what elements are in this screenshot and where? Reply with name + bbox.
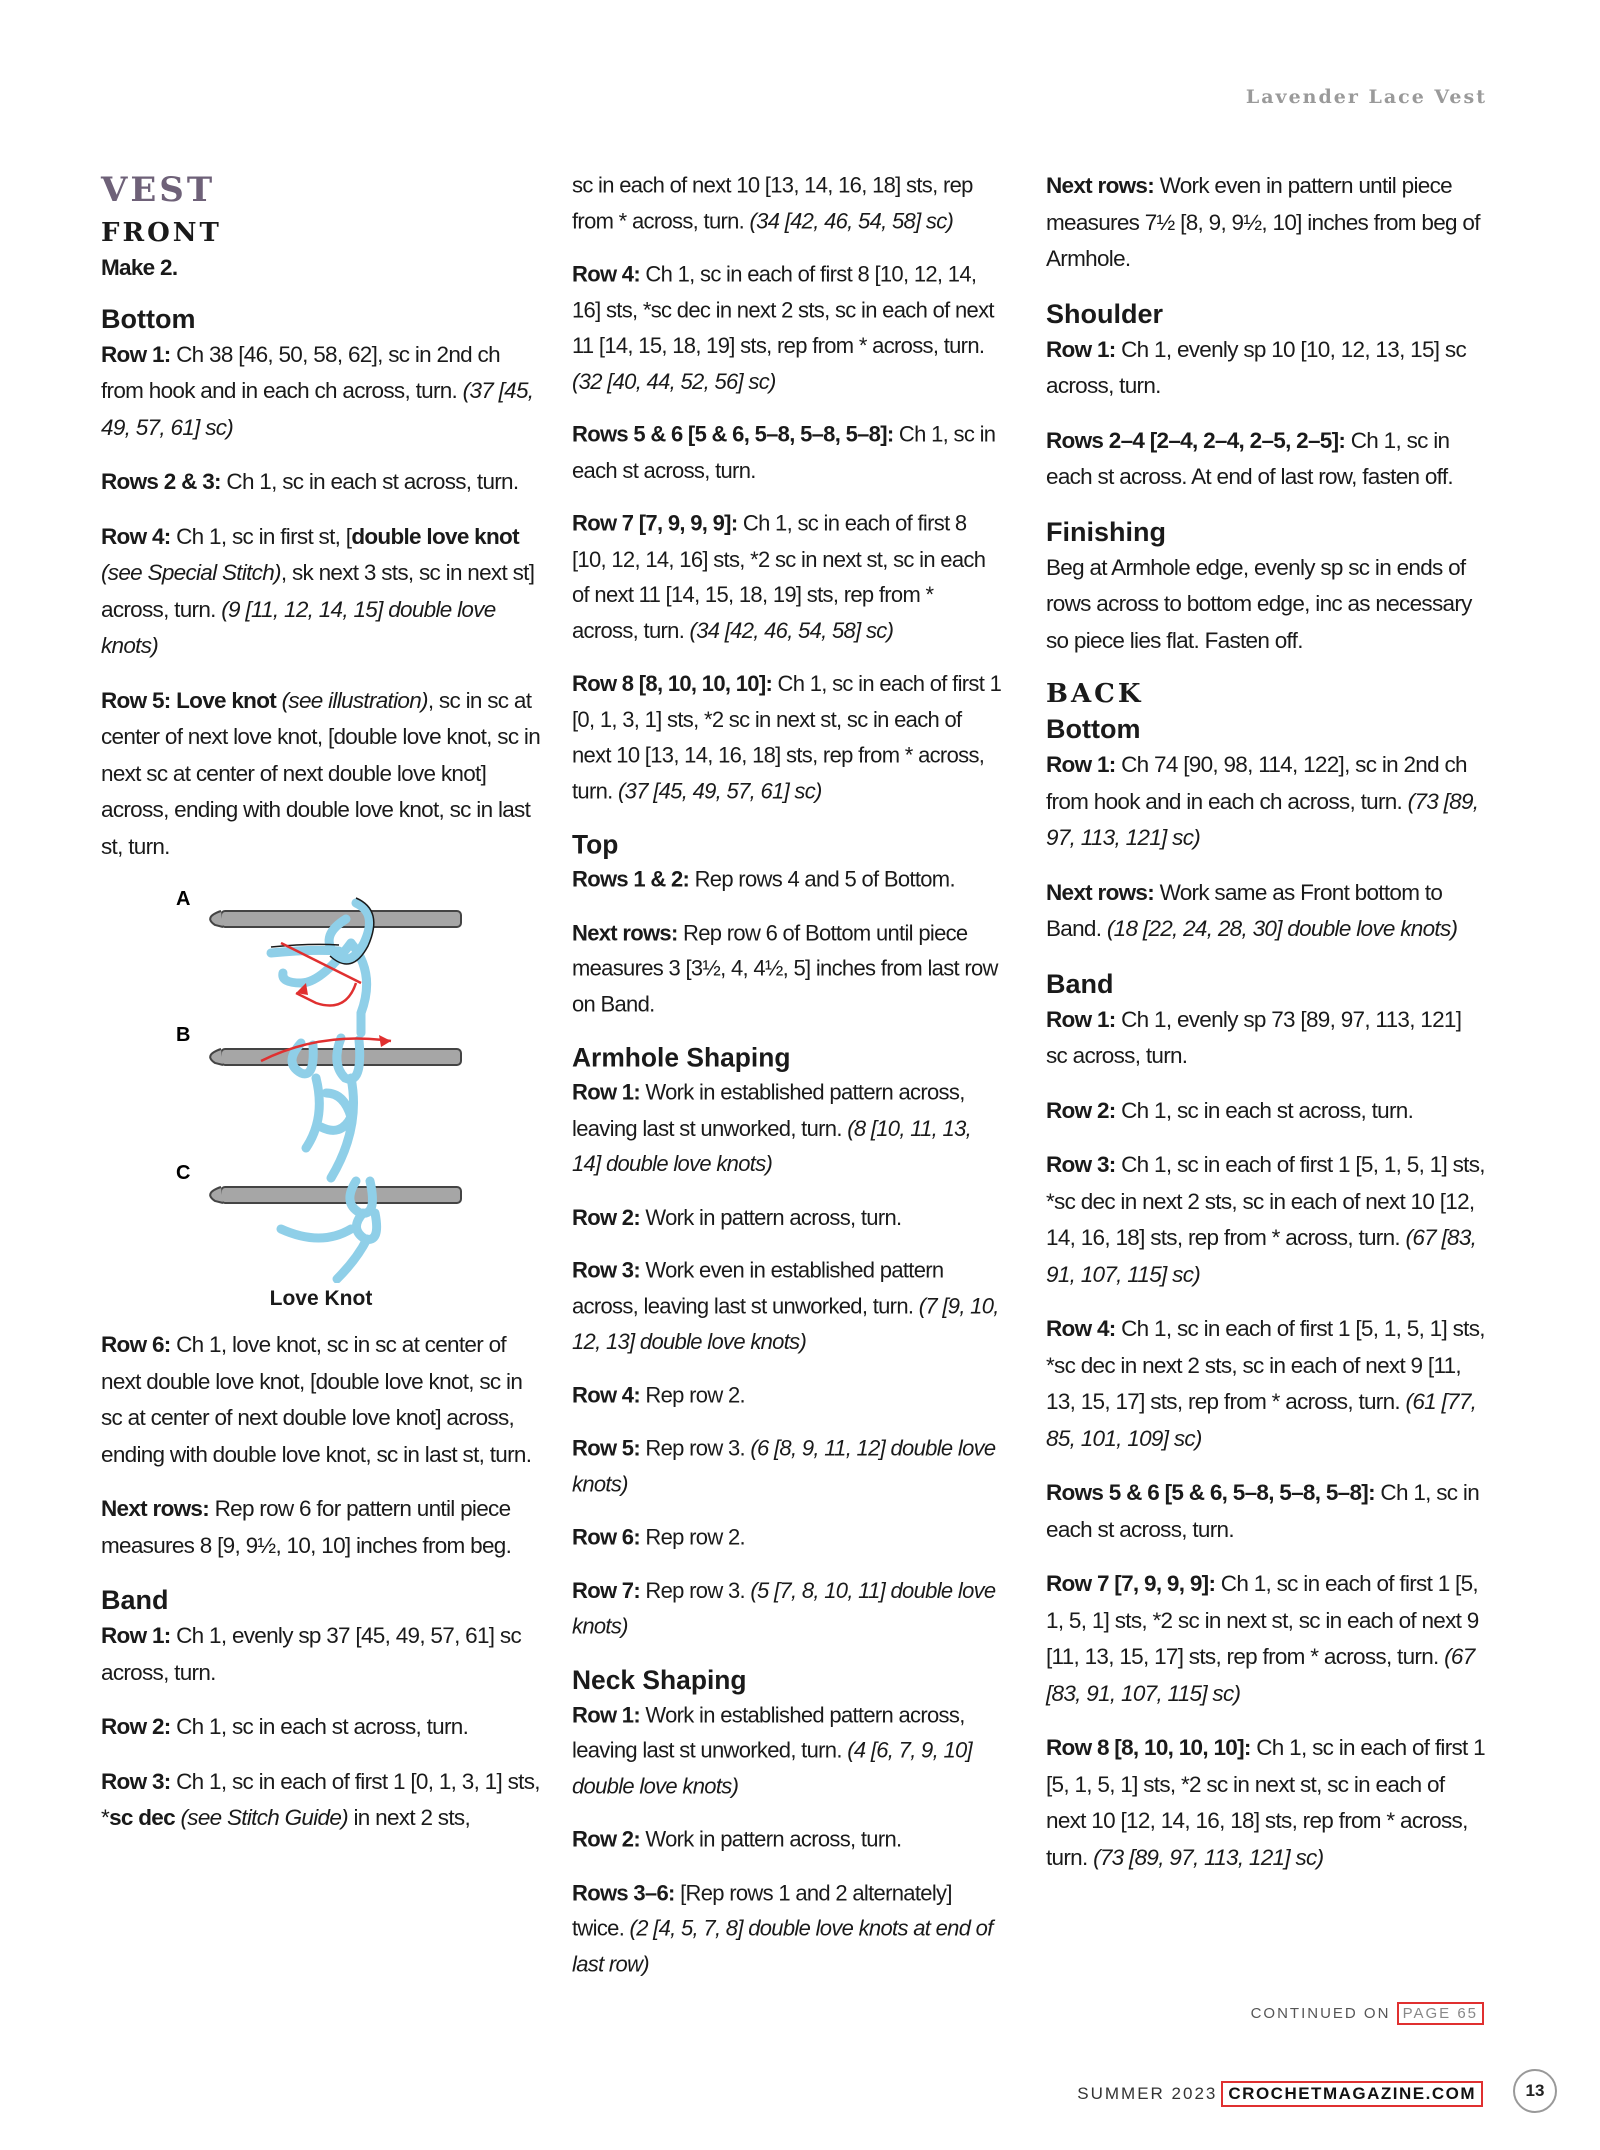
paragraph-row-7 bbox=[572, 506, 1002, 649]
subheading-band: Band bbox=[101, 1585, 169, 1615]
row-count: (6 [8, 9, 11, 12] double love knots) bbox=[572, 1435, 996, 1497]
row-text: Rep row 6 of Bottom until piece measures 3 [3½, 4, 4½, 5] inches from last row on Band. bbox=[572, 920, 998, 1017]
column-1 bbox=[101, 168, 541, 1855]
issue-label: SUMMER 2023 bbox=[1077, 2084, 1218, 2103]
row-text: Rep rows 4 and 5 of Bottom. bbox=[689, 866, 955, 892]
row-text: Ch 1, sc in each of first 8 [10, 12, 14, 16] sts, *2 sc in next st, sc in each of next 11 [14, 15, 18, 19] sts, rep from * across, turn. bbox=[572, 511, 986, 643]
row-text: Work in pattern across, turn. bbox=[640, 1826, 902, 1852]
row-text: in next 2 sts, bbox=[347, 1805, 471, 1830]
stitch-name: double love knot bbox=[351, 523, 519, 549]
row-label: Row 1: bbox=[101, 341, 171, 367]
subheading-armhole-shaping: Armhole Shaping bbox=[572, 1042, 791, 1073]
row-text: Work even in pattern until piece measures 7½ [8, 9, 9½, 10] inches from beg of Armhole. bbox=[1046, 173, 1480, 271]
row-label: Next rows: bbox=[572, 920, 678, 945]
row-label: Row 1: bbox=[1046, 336, 1116, 362]
row-count: (4 [6, 7, 9, 10] double love knots) bbox=[572, 1738, 972, 1799]
row-count: (9 [11, 12, 14, 15] double love knots) bbox=[101, 596, 496, 658]
row-count: (34 [42, 46, 54, 58] sc) bbox=[689, 618, 894, 643]
row-label: Row 3: bbox=[572, 1258, 641, 1283]
row-label: Rows 5 & 6 [5 & 6, 5–8, 5–8, 5–8]: bbox=[572, 422, 894, 447]
paragraph-back-band-rows-5-6 bbox=[1046, 1475, 1486, 1548]
row-text: Ch 1, sc in each of first 1 [0, 1, 3, 1] sts, *2 sc in next st, sc in each of next 10 [13, 14, 16, 18] sts, rep from * across, turn. bbox=[572, 671, 1002, 803]
row-text: Ch 1, sc in each of first 1 [0, 1, 3, 1] sts, * bbox=[101, 1768, 540, 1830]
row-text: Ch 1, evenly sp 73 [89, 97, 113, 121] sc across, turn. bbox=[1046, 1006, 1462, 1068]
subheading-shoulder: Shoulder bbox=[1046, 298, 1164, 329]
row-text: Ch 1, sc in each of first 1 [5, 1, 5, 1] sts, *2 sc in next st, sc in each of next 9 [11, 13, 15, 17] sts, rep from * across, turn. bbox=[1046, 1571, 1479, 1669]
row-text: Ch 1, sc in each st across. At end of last row, fasten off. bbox=[1046, 427, 1453, 489]
row-count: (7 [9, 10, 12, 13] double love knots) bbox=[572, 1293, 999, 1354]
stitch-reference: (see Special Stitch) bbox=[101, 560, 281, 585]
make-note: Make 2. bbox=[101, 255, 178, 280]
stitch-reference: (see Stitch Guide) bbox=[174, 1805, 348, 1830]
row-text: Ch 1, sc in each st across, turn. bbox=[1115, 1097, 1414, 1123]
website-link[interactable]: CROCHETMAGAZINE.COM bbox=[1221, 2081, 1483, 2107]
row-count: (67 [83, 91, 107, 115] sc) bbox=[1046, 1225, 1477, 1287]
illustration-reference: (see illustration) bbox=[276, 687, 428, 713]
row-label: Row 3: bbox=[101, 1768, 171, 1794]
row-text: Work in established pattern across, leaving last st unworked, turn. bbox=[572, 1702, 965, 1763]
paragraph-finishing bbox=[1046, 550, 1486, 660]
row-label: Row 4: bbox=[101, 523, 171, 549]
row-label: Row 2: bbox=[1046, 1097, 1116, 1123]
row-label: Rows 3–6: bbox=[572, 1880, 675, 1905]
row-text: [Rep rows 1 and 2 alternately] twice. bbox=[572, 1880, 952, 1941]
paragraph-band-row-1 bbox=[101, 1618, 541, 1691]
paragraph-back-band-row-4 bbox=[1046, 1311, 1486, 1457]
paragraph-back-band-row-7 bbox=[1046, 1566, 1486, 1712]
paragraph-row-1 bbox=[101, 337, 541, 447]
row-label: Next rows: bbox=[1046, 879, 1155, 905]
running-head: Lavender Lace Vest bbox=[1245, 86, 1487, 108]
row-text: Ch 1, sc in each st across, turn. bbox=[220, 469, 519, 494]
love-knot-diagram bbox=[101, 883, 541, 1283]
row-text: Ch 1, sc in each st across, turn. bbox=[170, 1714, 469, 1739]
paragraph-back-band-row-1 bbox=[1046, 1002, 1486, 1075]
paragraph-row-3-cont bbox=[572, 168, 1002, 239]
paragraph-next-rows bbox=[1046, 168, 1486, 278]
paragraph-back-band-row-2 bbox=[1046, 1093, 1486, 1130]
row-label: Next rows: bbox=[101, 1496, 210, 1521]
row-count: (61 [77, 85, 101, 109] sc) bbox=[1046, 1389, 1477, 1451]
row-text: Rep row 2. bbox=[640, 1524, 745, 1550]
row-text: Work in established pattern across, leaving last st unworked, turn. bbox=[572, 1080, 965, 1141]
row-text: Ch 1, evenly sp 10 [10, 12, 13, 15] sc across, turn. bbox=[1046, 336, 1466, 398]
row-text: sc in each of next 10 [13, 14, 16, 18] sts, rep from * across, turn. bbox=[572, 172, 973, 234]
paragraph-rows-5-6 bbox=[572, 417, 1002, 488]
row-text: Ch 1, evenly sp 37 [45, 49, 57, 61] sc across, turn. bbox=[101, 1623, 521, 1685]
row-label: Row 2: bbox=[101, 1714, 171, 1739]
row-count: (2 [4, 5, 7, 8] double love knots at end of last row) bbox=[572, 1915, 993, 1977]
paragraph-armhole-row-3 bbox=[572, 1253, 1002, 1360]
paragraph-neck-row-2 bbox=[572, 1822, 1002, 1858]
row-label: Rows 2 & 3: bbox=[101, 469, 221, 494]
row-text: Ch 1, love knot, sc in sc at center of next double love knot, [double love knot, sc in sc at center of next double love knot] across, ending with double love knot, sc in last st, turn. bbox=[101, 1332, 532, 1467]
row-label: Row 4: bbox=[1046, 1316, 1116, 1341]
paragraph-row-4 bbox=[101, 519, 541, 665]
paragraph-row-8 bbox=[572, 667, 1002, 810]
paragraph-armhole-row-5 bbox=[572, 1431, 1002, 1502]
paragraph-top-next-rows bbox=[572, 915, 1002, 1022]
row-text: Ch 1, sc in each st across, turn. bbox=[1046, 1480, 1480, 1542]
page-footer bbox=[1077, 2081, 1483, 2107]
row-label: Row 6: bbox=[572, 1524, 641, 1550]
row-text: Ch 1, sc in each of first 1 [5, 1, 5, 1] sts, *sc dec in next 2 sts, sc in each of next 9 [11, 13, 15, 17] sts, rep from * across, turn. bbox=[1046, 1316, 1485, 1414]
paragraph-shoulder-rows-2-4 bbox=[1046, 423, 1486, 496]
row-count: (5 [7, 8, 10, 11] double love knots) bbox=[572, 1578, 996, 1639]
paragraph-band-row-2 bbox=[101, 1709, 541, 1746]
row-text: Ch 1, sc in each of first 1 [5, 1, 5, 1] sts, *2 sc in next st, sc in each of next 10 [12, 14, 16, 18] sts, rep from * across, turn. bbox=[1046, 1735, 1485, 1870]
continued-note bbox=[1251, 2005, 1484, 2022]
paragraph-back-band-row-3 bbox=[1046, 1147, 1486, 1293]
subheading-finishing: Finishing bbox=[1046, 516, 1166, 547]
paragraph-neck-rows-3-6 bbox=[572, 1875, 1002, 1982]
paragraph-band-row-3 bbox=[101, 1764, 541, 1837]
row-label: Row 2: bbox=[572, 1826, 641, 1852]
row-label: Row 1: bbox=[101, 1623, 171, 1648]
row-count: (34 [42, 46, 54, 58] sc) bbox=[749, 208, 954, 234]
row-text: , sk next 3 sts, sc in next st] across, turn. bbox=[101, 560, 535, 622]
love-knot-illustration bbox=[101, 883, 541, 1313]
row-count: (32 [40, 44, 52, 56] sc) bbox=[572, 368, 776, 394]
paragraph-armhole-row-7 bbox=[572, 1573, 1002, 1644]
row-text: Ch 1, sc in each st across, turn. bbox=[572, 422, 996, 483]
paragraph-rows-2-3 bbox=[101, 464, 541, 501]
column-3 bbox=[1046, 168, 1486, 1894]
row-count: (37 [45, 49, 57, 61] sc) bbox=[101, 378, 534, 440]
row-label: Row 8 [8, 10, 10, 10]: bbox=[1046, 1735, 1251, 1760]
stitch-name: sc dec bbox=[109, 1805, 175, 1830]
section-heading-front: FRONT bbox=[101, 218, 222, 248]
row-count: (73 [89, 97, 113, 121] sc) bbox=[1046, 788, 1479, 850]
paragraph-back-row-1 bbox=[1046, 747, 1486, 857]
row-label: Row 1: bbox=[1046, 1006, 1116, 1032]
paragraph-armhole-row-6 bbox=[572, 1520, 1002, 1556]
subheading-neck-shaping: Neck Shaping bbox=[572, 1665, 747, 1695]
row-label: Row 7: bbox=[572, 1578, 641, 1603]
paragraph-armhole-row-1 bbox=[572, 1075, 1002, 1182]
row-count: (67 [83, 91, 107, 115] sc) bbox=[1046, 1644, 1475, 1706]
step-b-label: B bbox=[176, 1024, 190, 1046]
row-label: Row 4: bbox=[572, 1382, 641, 1408]
row-text: Work even in established pattern across, leaving last st unworked, turn. bbox=[572, 1258, 944, 1319]
paragraph-row-4 bbox=[572, 257, 1002, 400]
paragraph-neck-row-1 bbox=[572, 1697, 1002, 1804]
row-label: Row 6: bbox=[101, 1332, 171, 1357]
row-label: Row 2: bbox=[572, 1204, 641, 1230]
row-label: Rows 2–4 [2–4, 2–4, 2–5, 2–5]: bbox=[1046, 427, 1346, 453]
row-label: Row 8 [8, 10, 10, 10]: bbox=[572, 671, 773, 696]
row-label: Row 4: bbox=[572, 261, 641, 287]
row-label: Row 7 [7, 9, 9, 9]: bbox=[1046, 1571, 1216, 1596]
row-label: Next rows: bbox=[1046, 173, 1155, 198]
subheading-top: Top bbox=[572, 829, 619, 860]
section-heading-vest: VEST bbox=[101, 170, 216, 210]
row-text: Rep row 3. bbox=[640, 1435, 751, 1461]
row-label: Row 5: bbox=[572, 1435, 641, 1461]
row-text: Ch 1, sc in first st, [ bbox=[170, 523, 352, 549]
subheading-band: Band bbox=[1046, 968, 1114, 999]
continued-text: CONTINUED ON bbox=[1250, 2005, 1397, 2022]
row-label: Row 1: bbox=[1046, 752, 1116, 777]
row-count: (8 [10, 11, 13, 14] double love knots) bbox=[572, 1115, 972, 1176]
row-text: , sc in sc at center of next love knot, [double love knot, sc in next sc at center of next double love knot] across, ending with double love knot, sc in last st, turn. bbox=[101, 687, 541, 859]
row-label: Row 1: bbox=[572, 1702, 641, 1727]
row-text: Ch 1, sc in each of first 1 [5, 1, 5, 1] sts, *sc dec in next 2 sts, sc in each of next 10 [12, 14, 16, 18] sts, rep from * across, turn. bbox=[1046, 1152, 1485, 1250]
row-label: Row 1: bbox=[572, 1080, 641, 1105]
row-label: Rows 1 & 2: bbox=[572, 866, 690, 892]
subheading-bottom: Bottom bbox=[101, 303, 196, 334]
row-text: Rep row 6 for pattern until piece measures 8 [9, 9½, 10, 10] inches from beg. bbox=[101, 1496, 512, 1558]
row-text: Work in pattern across, turn. bbox=[640, 1204, 902, 1230]
paragraph-back-next-rows bbox=[1046, 875, 1486, 948]
step-a-label: A bbox=[176, 888, 190, 910]
row-text: Ch 38 [46, 50, 58, 62], sc in 2nd ch from hook and in each ch across, turn. bbox=[101, 341, 500, 403]
step-c-label: C bbox=[176, 1162, 190, 1184]
subheading-bottom: Bottom bbox=[1046, 714, 1141, 744]
paragraph-top-rows-1-2 bbox=[572, 862, 1002, 898]
row-count: (73 [89, 97, 113, 121] sc) bbox=[1093, 1844, 1324, 1870]
paragraph-row-5 bbox=[101, 683, 541, 866]
paragraph-back-band-row-8 bbox=[1046, 1730, 1486, 1876]
row-text: Work same as Front bottom to Band. bbox=[1046, 879, 1443, 941]
row-label: Rows 5 & 6 [5 & 6, 5–8, 5–8, 5–8]: bbox=[1046, 1480, 1375, 1505]
paragraph-row-6 bbox=[101, 1327, 541, 1473]
row-label: Row 5: Love knot bbox=[101, 687, 277, 713]
row-text: Rep row 2. bbox=[640, 1382, 745, 1408]
row-label: Row 7 [7, 9, 9, 9]: bbox=[572, 511, 738, 536]
page-number: 13 bbox=[1513, 2069, 1557, 2113]
row-text: Ch 74 [90, 98, 114, 122], sc in 2nd ch from hook and in each ch across, turn. bbox=[1046, 752, 1467, 814]
step-c-hook-icon bbox=[210, 1187, 461, 1203]
section-heading-back: BACK bbox=[1046, 679, 1144, 709]
row-text: Rep row 3. bbox=[640, 1578, 751, 1603]
column-2 bbox=[572, 168, 1002, 2000]
paragraph-armhole-row-4 bbox=[572, 1378, 1002, 1414]
paragraph-armhole-row-2 bbox=[572, 1200, 1002, 1236]
continued-page-link[interactable]: PAGE 65 bbox=[1397, 2002, 1484, 2025]
row-text: Ch 1, sc in each of first 8 [10, 12, 14, 16] sts, *sc dec in next 2 sts, sc in each of next 11 [14, 15, 18, 19] sts, rep from * across, turn. bbox=[572, 261, 994, 358]
row-count: (37 [45, 49, 57, 61] sc) bbox=[618, 778, 822, 803]
illustration-caption: Love Knot bbox=[269, 1287, 373, 1310]
row-label: Row 3: bbox=[1046, 1152, 1116, 1177]
row-count: (18 [22, 24, 28, 30] double love knots) bbox=[1106, 916, 1458, 941]
paragraph-shoulder-row-1 bbox=[1046, 332, 1486, 405]
row-text: Beg at Armhole edge, evenly sp sc in ends of rows across to bottom edge, inc as necessary so piece lies flat. Fasten off. bbox=[1046, 554, 1472, 653]
paragraph-next-rows bbox=[101, 1491, 541, 1564]
